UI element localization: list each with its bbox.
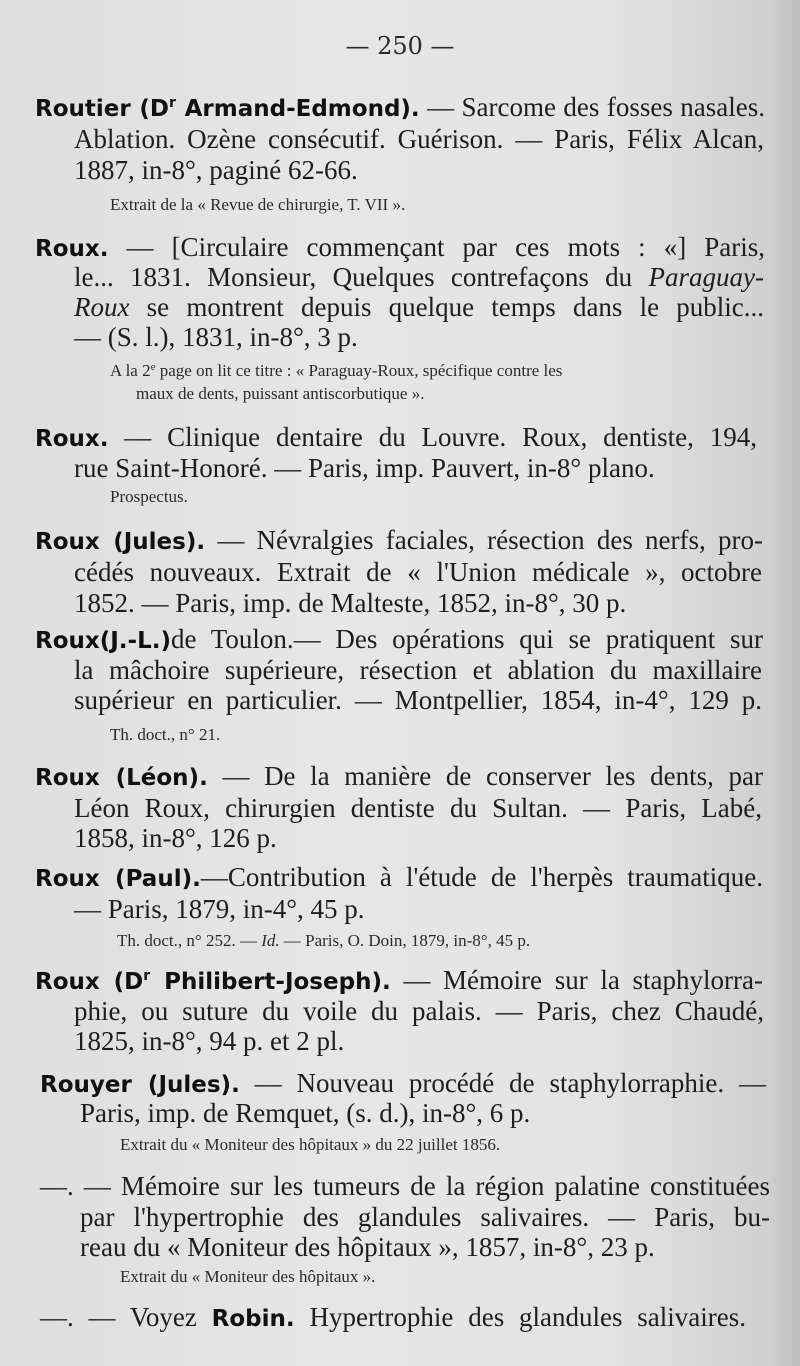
author-name: Routier — [35, 96, 131, 122]
entry-routier-line-1: Routier ($D^r$ Armand-Edmond). — Sarcome des fosses nasales. — [35, 92, 765, 122]
entry-routier-line-2: Ablation. Ozène consécutif. Guérison. — Paris, Félix Alcan, — [74, 124, 764, 154]
entry-roux-philibert-line-3: 1825, in-8°, 94 p. et 2 pl. — [74, 1026, 345, 1056]
entry-roux-jules-line-1: Roux (Jules). — Névralgies faciales, résection des nerfs, pro- — [35, 525, 763, 555]
entry-roux-philibert-line-2: phie, ou suture du voile du palais. — Paris, chez Chaudé, — [74, 996, 764, 1026]
author-qualifier: (Léon). — [99, 765, 208, 791]
entry-roux-clinique-line-2: rue Saint-Honoré. — Paris, imp. Pauvert, in-8° plano. — [74, 453, 655, 483]
author-qualifier: (Jules). — [131, 1072, 240, 1098]
entry-roux-circulaire-line-3: Roux se montrent depuis quelque temps dans le public... — [74, 292, 764, 322]
entry-roux-philibert-line-1: Roux ($D^r$ Philibert-Joseph). — Mémoire sur la staphylorra- — [35, 965, 763, 995]
entry-roux-circulaire-line-4: — (S. l.), 1831, in-8°, 3 p. — [74, 322, 358, 352]
author-qualifier: (J.-L.) — [99, 628, 171, 654]
entry-roux-jl-line-1: Roux(J.-L.)de Toulon.— Des opérations qui se pratiquent sur — [35, 624, 763, 654]
author-name: Roux — [35, 866, 100, 892]
entry-rouyer-line-2: Paris, imp. de Remquet, (s. d.), in-8°, 6 p. — [80, 1098, 531, 1128]
entry-roux-jl-line-3: supérieur en particulier. — Montpellier, 1854, in-4°, 129 p. — [74, 685, 762, 715]
entry-rouyer-memoire-note: Extrait du « Moniteur des hôpitaux ». — [120, 1267, 376, 1286]
entry-roux-leon-line-2: Léon Roux, chirurgien dentiste du Sultan. — Paris, Labé, — [74, 793, 762, 823]
entry-roux-leon-line-3: 1858, in-8°, 126 p. — [74, 823, 277, 853]
entry-rouyer-line-1: Rouyer (Jules). — Nouveau procédé de staphylorraphie. — — [40, 1068, 767, 1098]
entry-rouyer-memoire-line-1: —. — Mémoire sur les tumeurs de la région palatine constituées — [40, 1171, 770, 1201]
entry-roux-circulaire-note-2: maux de dents, puissant antiscorbutique ». — [136, 384, 425, 403]
author-name: Roux — [35, 529, 100, 555]
author-qualifier: ($D^r$ Armand-Edmond). — [130, 95, 420, 122]
author-name: Roux — [35, 628, 100, 654]
author-qualifier: ($D^r$ Philibert-Joseph). — [99, 968, 391, 995]
author-name: Rouyer — [40, 1072, 132, 1098]
entry-roux-paul-line-2: — Paris, 1879, in-4°, 45 p. — [74, 894, 365, 924]
entry-roux-jules-line-3: 1852. — Paris, imp. de Malteste, 1852, in-8°, 30 p. — [74, 588, 627, 618]
entry-roux-circulaire-note-1: A la 2e page on lit ce titre : « Paraguay-Roux, spécifique contre les — [110, 361, 563, 380]
entry-roux-clinique-line-1: Roux. — Clinique dentaire du Louvre. Roux, dentiste, 194, — [35, 422, 757, 452]
author-name: Roux — [35, 765, 100, 791]
entry-roux-circulaire-line-2: le... 1831. Monsieur, Quelques contrefaçons du Paraguay- — [74, 262, 764, 292]
author-name: Roux. — [35, 236, 109, 262]
entry-rouyer-memoire-line-2: par l'hypertrophie des glandules salivaires. — Paris, bu- — [80, 1202, 770, 1232]
entry-roux-clinique-note: Prospectus. — [110, 487, 188, 506]
author-qualifier: (Paul). — [99, 866, 201, 892]
entry-rouyer-voyez-line-1: —. — Voyez Robin. Hypertrophie des glandules salivaires. — [40, 1302, 747, 1332]
entry-roux-jl-note: Th. doct., n° 21. — [110, 725, 221, 744]
cross-reference-name: Robin. — [211, 1306, 295, 1332]
entry-roux-leon-line-1: Roux (Léon). — De la manière de conserver les dents, par — [35, 761, 763, 791]
entry-roux-jl-line-2: la mâchoire supérieure, résection et ablation du maxillaire — [74, 655, 762, 685]
author-qualifier: (Jules). — [99, 529, 206, 555]
entry-roux-paul-line-1: Roux (Paul).—Contribution à l'étude de l'herpès traumatique. — [35, 862, 763, 892]
page-number: — 250 — — [345, 32, 455, 60]
entry-rouyer-note: Extrait du « Moniteur des hôpitaux » du 22 juillet 1856. — [120, 1135, 501, 1154]
entry-roux-paul-note: Th. doct., n° 252. — Id. — Paris, O. Doin, 1879, in-8°, 45 p. — [117, 931, 531, 950]
author-name: Roux. — [35, 426, 109, 452]
entry-routier-note: Extrait de la « Revue de chirurgie, T. VII ». — [110, 195, 406, 214]
entry-routier-line-3: 1887, in-8°, paginé 62-66. — [74, 155, 358, 185]
entry-roux-jules-line-2: cédés nouveaux. Extrait de « l'Union médicale », octobre — [74, 557, 762, 587]
author-name: Roux — [35, 969, 100, 995]
entry-rouyer-memoire-line-3: reau du « Moniteur des hôpitaux », 1857, in-8°, 23 p. — [80, 1232, 655, 1262]
entry-roux-circulaire-line-1: Roux. — [Circulaire commençant par ces mots : «] Paris, — [35, 232, 765, 262]
